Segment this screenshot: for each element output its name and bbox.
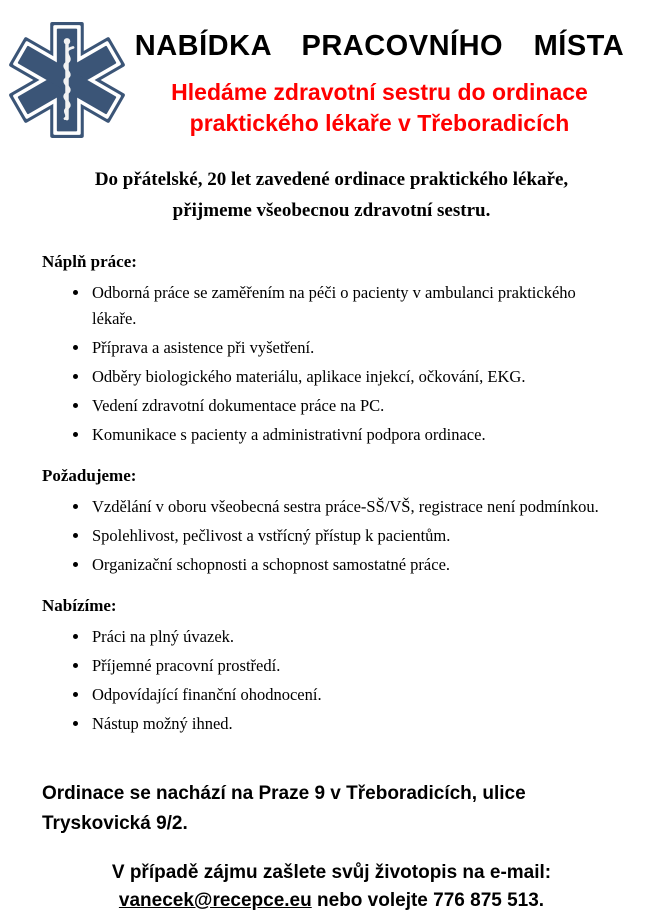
section-heading: Náplň práce: <box>42 252 137 271</box>
list-item: • Organizační schopnosti a schopnost samostatné práce. <box>90 552 621 578</box>
section-heading: Požadujeme: <box>42 466 137 485</box>
page-title: NABÍDKA PRACOVNÍHO MÍSTA <box>134 30 625 62</box>
section-napln-prace <box>42 252 621 448</box>
header-text <box>120 20 663 139</box>
subtitle-line2: praktického lékaře v Třeboradicích <box>189 110 570 136</box>
section-pozadujeme <box>42 466 621 578</box>
bullet-list <box>42 624 621 737</box>
contact-line1: V případě zájmu zašlete svůj životopis na e-mail: <box>111 862 552 883</box>
job-offer-flyer <box>0 20 663 911</box>
section-nabizime <box>42 596 621 737</box>
contact-suffix: nebo volejte 776 875 513. <box>317 890 545 911</box>
list-item: • Odpovídající finanční ohodnocení. <box>90 682 621 708</box>
flyer-header <box>0 20 663 140</box>
list-item: • Vzdělání v oboru všeobecná sestra práce-SŠ/VŠ, registrace není podmínkou. <box>90 494 621 520</box>
list-item: • Práci na plný úvazek. <box>90 624 621 650</box>
sections <box>42 252 621 737</box>
email-link[interactable]: vanecek@recepce.eu <box>118 890 312 911</box>
intro-line1: Do přátelské, 20 let zavedené ordinace praktického lékaře, <box>94 169 569 190</box>
contact-block <box>0 859 663 915</box>
list-item: • Komunikace s pacienty a administrativní podpora ordinace. <box>90 422 621 448</box>
list-item: • Spolehlivost, pečlivost a vstřícný přístup k pacientům. <box>90 523 621 549</box>
list-item: • Odběry biologického materiálu, aplikace injekcí, očkování, EKG. <box>90 364 621 390</box>
star-of-life-icon <box>16 20 120 140</box>
list-item: • Příjemné pracovní prostředí. <box>90 653 621 679</box>
bullet-list <box>42 494 621 578</box>
list-item: • Vedení zdravotní dokumentace práce na PC. <box>90 393 621 419</box>
contact-line2 <box>0 887 663 915</box>
intro-line2: přijmeme všeobecnou zdravotní sestru. <box>172 200 491 221</box>
section-heading: Nabízíme: <box>42 596 117 615</box>
list-item: • Příprava a asistence při vyšetření. <box>90 335 621 361</box>
intro-paragraph <box>32 164 632 226</box>
subtitle-line1: Hledáme zdravotní sestru do ordinace <box>171 79 588 105</box>
list-item: • Nástup možný ihned. <box>90 711 621 737</box>
bullet-list <box>42 280 621 448</box>
list-item: • Odborná práce se zaměřením na péči o pacienty v ambulanci praktického lékaře. <box>90 280 621 332</box>
location-text: Ordinace se nachází na Praze 9 v Třeboradicích, ulice Tryskovická 9/2. <box>42 783 526 834</box>
subtitle <box>120 77 639 139</box>
